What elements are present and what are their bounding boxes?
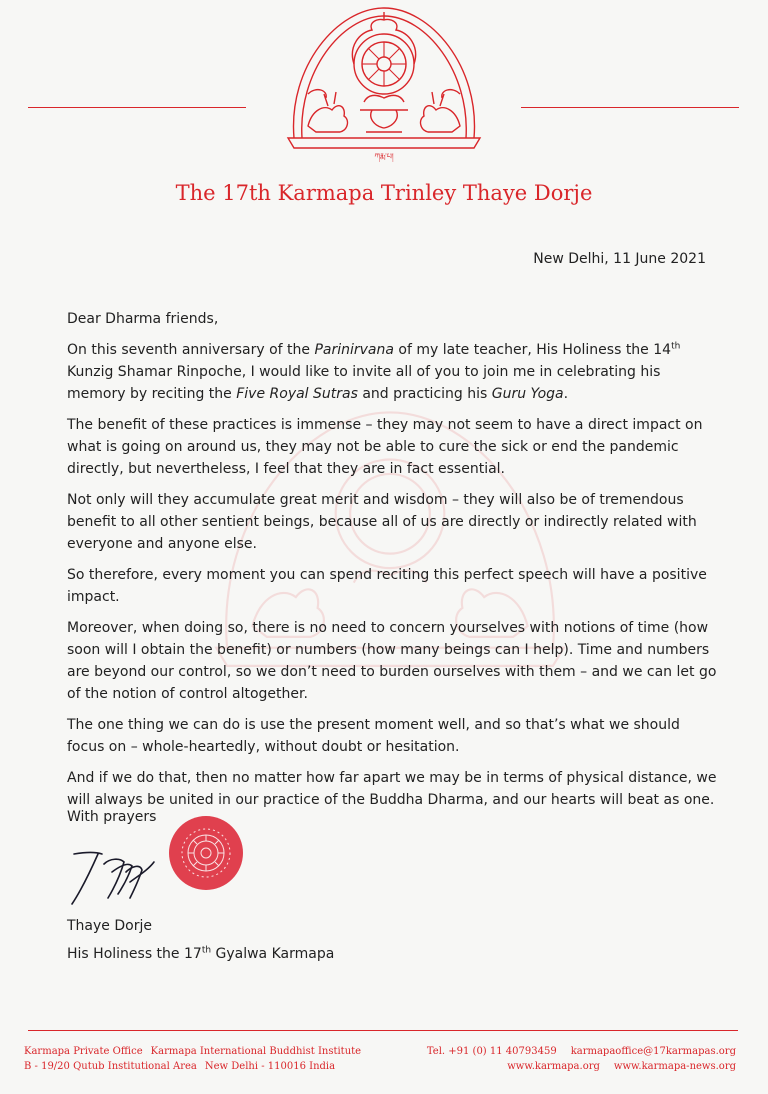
emblem-caption: ཀརྨ་པ། — [374, 152, 394, 161]
letterhead-title: The 17th Karmapa Trinley Thaye Dorje — [175, 181, 593, 205]
footer-phone: Tel. +91 (0) 11 40793459 — [426, 1046, 557, 1057]
handwritten-signature-icon — [68, 842, 158, 912]
dharma-wheel-emblem-icon — [268, 6, 500, 162]
signer-name: Thaye Dorje — [67, 918, 152, 934]
paragraph-3: Not only will they accumulate great merit and wisdom – they will also be of tremendous benefit to all other sentient beings, because all of us are directly or indirectly related with everyone and anyone else. — [67, 492, 697, 552]
salutation: Dear Dharma friends, — [67, 311, 219, 327]
paragraph-1: On this seventh anniversary of the Parinirvana of my late teacher, His Holiness the 14th Kunzig Shamar Rinpoche, I would like to invite all of you to join me in celebrating his memory by reciting the Five Royal Sutras and practicing his Guru Yoga. — [67, 341, 681, 402]
red-seal-icon — [168, 815, 244, 891]
header-rule-right — [521, 107, 739, 108]
footer-city: New Delhi - 110016 India — [204, 1061, 336, 1072]
paragraph-7: And if we do that, then no matter how far apart we may be in terms of physical distance, we will always be united in our practice of the Buddha Dharma, and our hearts will beat as one. — [67, 770, 717, 808]
footer-office: Karmapa Private Office — [24, 1046, 143, 1057]
paragraph-2: The benefit of these practices is immense – they may not seem to have a direct impact on what is going on around us, they may not be able to cure the sick or end the pandemic directly, but nevertheless, I feel that they are in fact essential. — [67, 417, 703, 477]
letter-date: New Delhi, 11 June 2021 — [533, 251, 706, 267]
footer-rule — [28, 1030, 738, 1031]
signer-title: His Holiness the 17th Gyalwa Karmapa — [67, 945, 335, 962]
closing: With prayers — [67, 809, 157, 825]
letter-body — [67, 308, 717, 820]
header-rule-left — [28, 107, 246, 108]
footer-contact — [413, 1044, 736, 1074]
paragraph-5: Moreover, when doing so, there is no need to concern yourselves with notions of time (how soon will I obtain the benefit) or numbers (how many beings can I help). Time and numbers are beyond our control, so we don’t need to burden ourselves with them – and we can let go of the notion of control altogether. — [67, 620, 717, 702]
footer-address — [24, 1044, 369, 1074]
footer-institute: Karmapa International Buddhist Institute — [150, 1046, 362, 1057]
footer-website-link[interactable]: www.karmapa.org — [507, 1061, 600, 1072]
paragraph-4: So therefore, every moment you can spend reciting this perfect speech will have a positive impact. — [67, 567, 707, 605]
paragraph-6: The one thing we can do is use the present moment well, and so that’s what we should focus on – whole-heartedly, without doubt or hesitation. — [67, 717, 680, 755]
footer-news-link[interactable]: www.karmapa-news.org — [613, 1061, 736, 1072]
footer-email-link[interactable]: karmapaoffice@17karmapas.org — [570, 1046, 736, 1057]
footer-street: B - 19/20 Qutub Institutional Area — [24, 1061, 197, 1072]
